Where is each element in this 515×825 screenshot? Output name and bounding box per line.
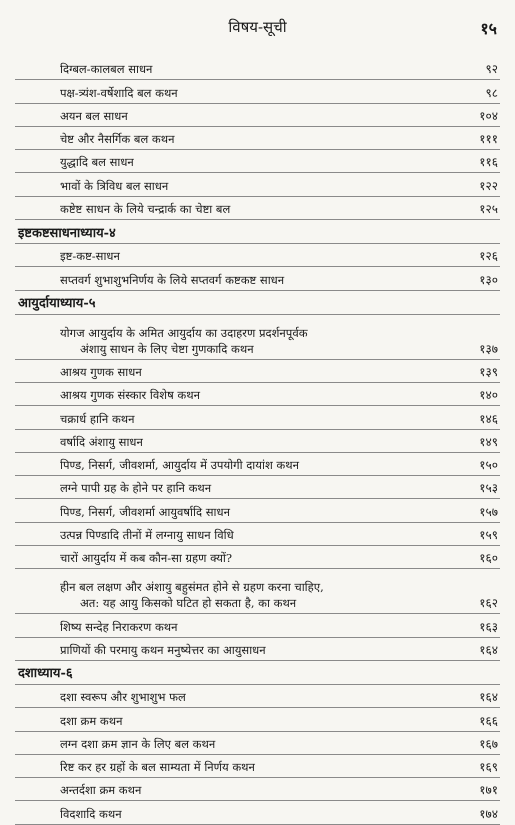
toc-entry-page: १३०	[479, 272, 498, 287]
toc-entry-title-line: प्राणियों की परमायु कथन मनुष्येत्तर का आयुसाधन	[60, 642, 266, 657]
toc-entry-title-line: वर्षादि अंशायु साधन	[60, 434, 143, 449]
toc-entry[interactable]	[15, 569, 500, 614]
toc-entry-title	[15, 387, 448, 405]
toc-entry-title	[15, 736, 448, 754]
toc-entry-page: १६४	[479, 642, 498, 657]
toc-entry-title-line: भावों के त्रिविध बल साधन	[60, 178, 169, 193]
toc-entry-title	[15, 480, 448, 498]
toc-entry[interactable]	[15, 360, 500, 383]
section-heading-label: इष्टकष्टसाधनाध्याय-४	[18, 225, 116, 241]
toc-entry[interactable]	[15, 430, 500, 453]
toc-entry-title	[15, 550, 448, 568]
toc-entry[interactable]	[15, 778, 500, 801]
toc-entry-title-line: युद्धादि बल साधन	[60, 155, 134, 170]
toc-entry-page: १०४	[479, 108, 498, 123]
page-number: १५	[480, 19, 497, 38]
toc-entry[interactable]	[15, 267, 500, 290]
toc-entry[interactable]	[15, 614, 500, 637]
toc-entry-page: १५३	[479, 481, 498, 496]
toc-entry-page: १६६	[479, 713, 498, 728]
toc-entry-page: १११	[479, 132, 498, 147]
toc-entry-title-line: दशा स्वरूप और शुभाशुभ फल	[60, 690, 186, 705]
toc-entry[interactable]	[15, 499, 500, 522]
toc-entry-title-line: चक्रार्ध हानि कथन	[60, 411, 135, 426]
section-heading	[15, 291, 500, 315]
toc-entry[interactable]	[15, 80, 500, 103]
toc-entry-title-line: पिण्ड, निसर्ग, जीवशर्मा आयुवर्षादि साधन	[60, 504, 230, 519]
toc-entry-title-line: इष्ट-कष्ट-साधन	[60, 249, 120, 264]
toc-entry-title	[15, 411, 448, 429]
toc-entry-title-line: रिष्ट कर हर ग्रहों के बल साम्यता में निर्णय कथन	[60, 760, 255, 775]
toc-entry-page: १७४	[479, 806, 498, 821]
toc-entry[interactable]	[15, 383, 500, 406]
toc-entry-title-line: अन्तर्दशा क्रम कथन	[60, 783, 142, 798]
table-of-contents	[15, 57, 500, 825]
toc-entry-title	[15, 527, 448, 545]
toc-entry-title	[15, 806, 448, 824]
section-heading	[15, 661, 500, 685]
toc-entry-page: १२५	[479, 202, 498, 217]
section-heading-label: आयुर्दायाध्याय-५	[18, 296, 96, 312]
toc-entry-title	[15, 364, 448, 382]
toc-entry-title-continuation: अंशायु साधन के लिए चेष्टा गुणकादि कथन	[80, 341, 254, 356]
toc-entry-title	[15, 434, 448, 452]
toc-entry-title-line: लग्ने पापी ग्रह के होने पर हानि कथन	[60, 481, 212, 496]
toc-entry-title-line: पक्ष-त्र्यंश-वर्षेशादि बल कथन	[60, 85, 178, 100]
toc-entry-page: १५०	[479, 458, 498, 473]
toc-entry-page: १७१	[479, 783, 498, 798]
toc-entry-title	[15, 782, 448, 800]
toc-entry-page: १२२	[479, 178, 498, 193]
toc-entry[interactable]	[15, 546, 500, 569]
toc-entry-page: १६२	[479, 596, 498, 611]
toc-entry-page: १४९	[479, 434, 498, 449]
toc-entry[interactable]	[15, 476, 500, 499]
toc-entry-page: १२६	[479, 249, 498, 264]
toc-entry-title-line: चारों आयुर्दाय में कब कौन-सा ग्रहण क्यों?	[60, 551, 233, 566]
toc-entry[interactable]	[15, 732, 500, 755]
toc-entry-title	[15, 713, 448, 731]
toc-entry[interactable]	[15, 104, 500, 127]
toc-entry-title-line: आश्रय गुणक संस्कार विशेष कथन	[60, 388, 200, 403]
toc-entry-page: १६३	[479, 619, 498, 634]
toc-entry[interactable]	[15, 708, 500, 731]
toc-entry[interactable]	[15, 638, 500, 661]
toc-entry-page: १३७	[479, 341, 498, 356]
toc-entry-title-continuation: अत: यह आयु किसको घटित हो सकता है, का कथन	[80, 596, 297, 611]
toc-entry-page: १४०	[479, 388, 498, 403]
toc-entry[interactable]	[15, 755, 500, 778]
toc-entry-title	[15, 85, 448, 103]
toc-entry-page: १५७	[479, 504, 498, 519]
toc-entry-title-line: उत्पन्न पिण्डादि तीनों में लग्नायु साधन विधि	[60, 528, 234, 543]
toc-entry-title-line: अयन बल साधन	[60, 108, 128, 123]
toc-entry-title	[15, 201, 448, 219]
toc-entry-page: १६०	[479, 551, 498, 566]
toc-entry-title	[15, 759, 448, 777]
toc-entry-title-line: योगज आयुर्दाय के अमित आयुर्दाय का उदाहरण प्रदर्शनपूर्वक	[60, 325, 308, 340]
toc-entry-title	[15, 131, 448, 149]
toc-entry-page: १६७	[479, 736, 498, 751]
toc-entry-title	[15, 108, 448, 126]
toc-entry[interactable]	[15, 57, 500, 80]
toc-entry-title	[15, 642, 448, 660]
page-title: विषय-सूची	[228, 18, 287, 36]
toc-entry[interactable]	[15, 197, 500, 220]
toc-entry[interactable]	[15, 685, 500, 708]
toc-entry-title	[15, 504, 448, 522]
toc-entry-page: १६९	[479, 760, 498, 775]
toc-entry[interactable]	[15, 453, 500, 476]
page-header	[0, 17, 515, 47]
toc-entry-title	[15, 178, 448, 196]
toc-entry-title-line: लग्न दशा क्रम ज्ञान के लिए बल कथन	[60, 736, 216, 751]
toc-entry-title	[15, 248, 448, 266]
toc-entry[interactable]	[15, 127, 500, 150]
section-heading-label: दशाध्याय-६	[18, 666, 73, 682]
toc-entry[interactable]	[15, 406, 500, 429]
toc-entry-title	[15, 619, 448, 637]
toc-entry-page: ११६	[479, 155, 498, 170]
toc-entry[interactable]	[15, 150, 500, 173]
toc-entry-title-line: दशा क्रम कथन	[60, 713, 123, 728]
toc-entry-title	[15, 272, 448, 290]
toc-entry-page: १६४	[479, 690, 498, 705]
toc-entry-title-line: विदशादि कथन	[60, 806, 122, 821]
toc-entry-title-line: शिष्य सन्देह निराकरण कथन	[60, 619, 178, 634]
toc-entry-title	[15, 689, 448, 707]
toc-entry[interactable]	[15, 523, 500, 546]
toc-entry-title-line: आश्रय गुणक साधन	[60, 364, 142, 379]
toc-entry-title	[15, 325, 448, 359]
toc-entry[interactable]	[15, 801, 500, 824]
toc-entry-title-line: हीन बल लक्षण और अंशायु बहुसंमत होने से ग्रहण करना चाहिए,	[60, 580, 324, 595]
toc-entry-title	[15, 579, 448, 613]
toc-entry-title	[15, 457, 448, 475]
toc-entry-page: ९२	[485, 62, 498, 77]
toc-entry-title-line: सप्तवर्ग शुभाशुभनिर्णय के लिये सप्तवर्ग कष्टकष्ट साधन	[60, 272, 285, 287]
toc-entry-title	[15, 61, 448, 79]
toc-entry-page: १५९	[479, 528, 498, 543]
toc-entry-page: १४६	[479, 411, 498, 426]
section-heading	[15, 220, 500, 244]
toc-entry-page: १३९	[479, 364, 498, 379]
toc-entry[interactable]	[15, 244, 500, 267]
toc-entry-title-line: चेष्ट और नैसर्गिक बल कथन	[60, 132, 175, 147]
toc-entry-title-line: दिग्बल-कालबल साधन	[60, 62, 153, 77]
toc-entry-title-line: पिण्ड, निसर्ग, जीवशर्मा, आयुर्दाय में उपयोगी दायांश कथन	[60, 458, 299, 473]
toc-entry-page: ९८	[485, 85, 498, 100]
toc-entry[interactable]	[15, 173, 500, 196]
toc-entry-title	[15, 154, 448, 172]
toc-entry-title-line: कष्टेष्ट साधन के लिये चन्द्रार्क का चेष्टा बल	[60, 202, 231, 217]
toc-entry[interactable]	[15, 315, 500, 360]
